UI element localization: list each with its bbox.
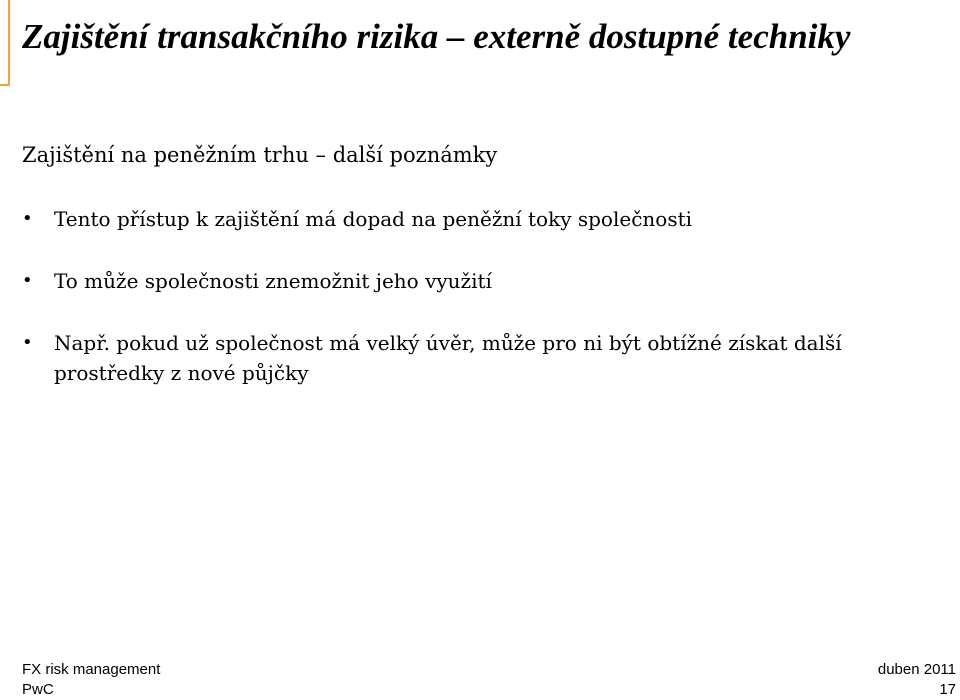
bullet-item: • Např. pokud už společnost má velký úvěr, může pro ni být obtížné získat další prostředky z nové půjčky	[22, 328, 922, 388]
footer-topic: FX risk management	[22, 661, 161, 678]
footer-date: duben 2011	[877, 661, 956, 678]
bullet-item: • To může společnosti znemožnit jeho využití	[22, 266, 922, 296]
slide-title: Zajištění transakčního rizika – externě dostupné techniky	[22, 17, 851, 56]
footer-right	[878, 660, 956, 700]
bullet-list	[22, 204, 922, 420]
bullet-item: • Tento přístup k zajištění má dopad na peněžní toky společnosti	[22, 204, 922, 234]
slide-footer	[22, 660, 956, 700]
slide-corner-accent	[0, 0, 10, 86]
footer-company: PwC	[22, 681, 54, 698]
footer-left	[22, 660, 160, 700]
slide-subtitle: Zajištění na peněžním trhu – další poznámky	[22, 143, 498, 167]
page-number: 17	[939, 681, 956, 698]
